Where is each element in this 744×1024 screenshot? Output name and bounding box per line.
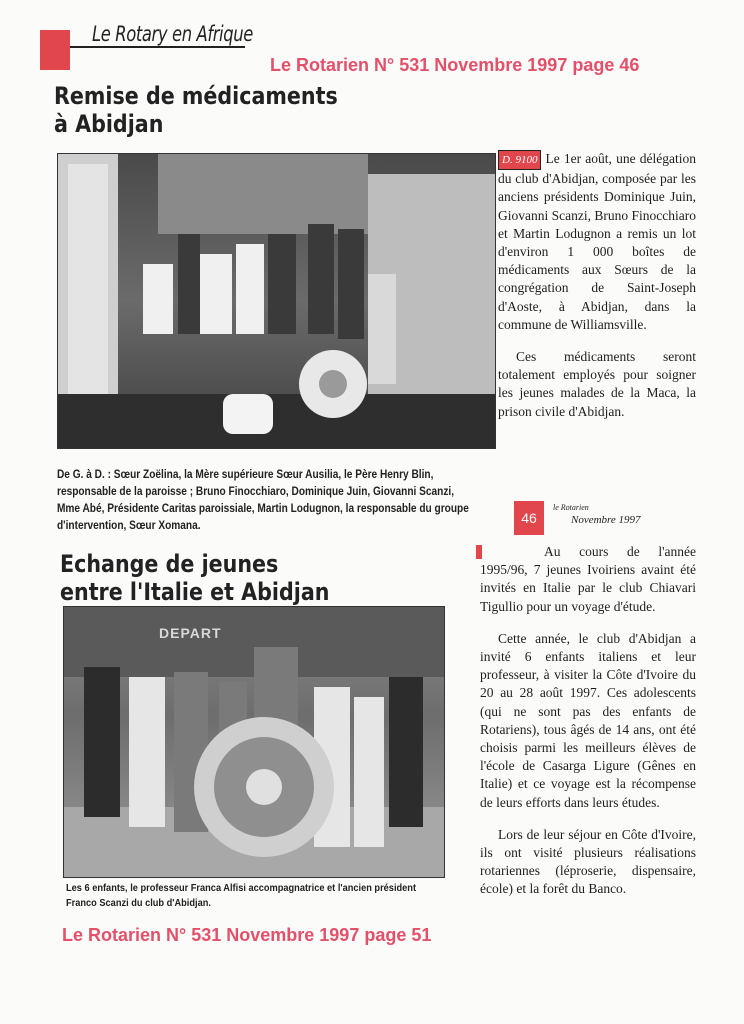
article2-para1: Au cours de l'année 1995/96, 7 jeunes Ivoiriens avaint été invités en Italie par le club Chiavari Tigullio pour un voyage d'étude.: [480, 544, 696, 614]
article1-caption: De G. à D. : Sœur Zoëlina, la Mère supérieure Sœur Ausilia, le Père Henry Blin, responsable de la paroisse ; Bruno Finocchiaro, Dominique Juin, Giovanni Scanzi, Mme Abé, Présidente Caritas paroissiale, Martin Lodugnon, la responsable du groupe d'intervention, Sœur Xomana.: [57, 469, 469, 532]
article2-title-line2: entre l'Italie et Abidjan: [60, 578, 330, 606]
header-rule: [70, 46, 245, 48]
reference-bottom: Le Rotarien N° 531 Novembre 1997 page 51: [62, 925, 432, 945]
group-photo-youth: [64, 607, 444, 877]
reference-top: Le Rotarien N° 531 Novembre 1997 page 46: [270, 55, 640, 75]
article1-body: [498, 150, 696, 435]
article1-title-line2: à Abidjan: [54, 110, 164, 138]
district-tag: D. 9100: [498, 150, 541, 170]
article1-title-line1: Remise de médicaments: [54, 82, 338, 110]
group-photo-medicaments: [58, 154, 495, 448]
article1-headline: [54, 82, 338, 138]
badge-magazine: le Rotarien: [553, 503, 589, 512]
article1-para1: Le 1er août, une délégation du club d'Abidjan, composée par les anciens présidents Dominique Juin, Giovanni Scanzi, Bruno Finocchiaro et Martin Lodugnon a remis un lot d'environ 1 000 boîtes de médicaments aux Sœurs de la congrégation de Saint-Joseph d'Aoste, à Abidjan, dans la commune de Williamsville.: [498, 151, 696, 332]
article2-para2: Cette année, le club d'Abidjan a invité 6 enfants italiens et leur professeur, à visiter la Côte d'Ivoire du 20 au 28 août 1997. Ces adolescents (qui ne sont pas des enfants de Rotariens), tous âgés de 14 ans, ont été choisis parmi les meilleurs élèves de l'école de Casarga Ligure (Gênes en Italie) et ce voyage est la récompense de leurs efforts dans leurs études.: [480, 630, 696, 810]
article2-caption: Les 6 enfants, le professeur Franca Alfisi accompagnatrice et l'ancien président Franco Scanzi du club d'Abidjan.: [66, 882, 417, 909]
section-title: Le Rotary en Afrique: [92, 22, 253, 46]
article1-para2: Ces médicaments seront totalement employés pour soigner les jeunes malades de la Maca, la prison civile d'Abidjan.: [498, 349, 696, 419]
header-red-block: [40, 30, 70, 70]
photo-sign-depart: DEPART: [159, 625, 222, 641]
page-number-badge: 46: [514, 501, 544, 535]
article2-photo: [63, 606, 445, 878]
article2-title-line1: Echange de jeunes: [60, 550, 279, 578]
article1-photo: [57, 153, 496, 449]
badge-issue: Novembre 1997: [571, 514, 641, 526]
article2-para3: Lors de leur séjour en Côte d'Ivoire, ils ont visité plusieurs réalisations rotariennes (léproserie, dispensaire, école) et la forêt du Banco.: [480, 826, 696, 897]
article2-body: [480, 543, 696, 913]
article2-headline: [60, 550, 329, 606]
